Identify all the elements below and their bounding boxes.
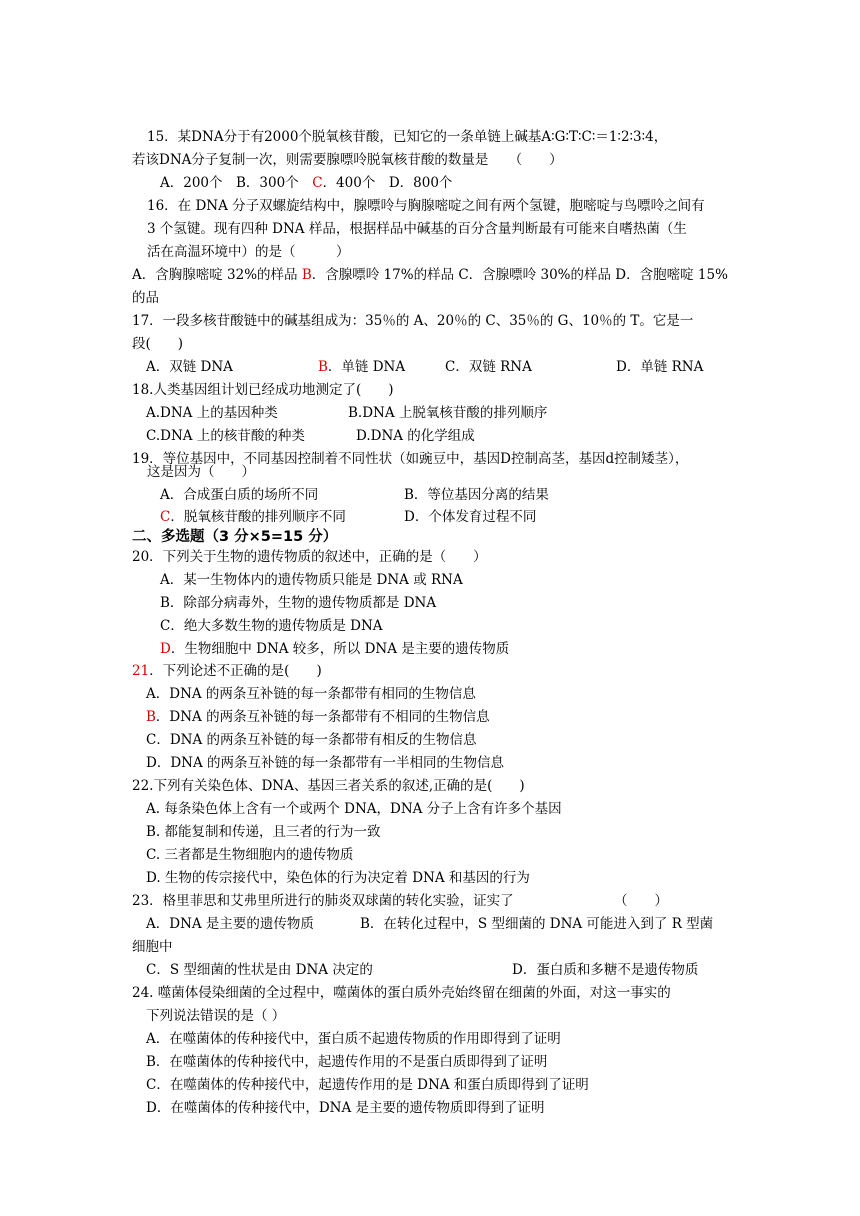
q18-option-a: A.DNA 上的基因种类 (146, 405, 278, 421)
q17-option-d: D．单链 RNA (616, 359, 704, 375)
q21-stem-text: ．下列论述不正确的是( ) (149, 663, 322, 679)
q18-stem: 18.人类基因组计划已经成功地测定了( ) (132, 382, 394, 398)
q16-options (132, 266, 728, 284)
q20-option-a: A．某一生物体内的遗传物质只能是 DNA 或 RNA (160, 572, 463, 588)
q19-stem-line2: 这是因为（ ） (147, 464, 255, 480)
q19-option-b: B．等位基因分离的结果 (404, 487, 549, 503)
q24-option-c: C．在噬菌体的传种接代中，起遗传作用的是 DNA 和蛋白质即得到了证明 (146, 1077, 589, 1093)
q16-options-tail: 的品 (132, 290, 159, 306)
q23-answer-bracket: （ ） (614, 893, 668, 909)
q19-option-c-text: ．脱氧核苷酸的排列顺序不同 (170, 509, 346, 525)
q16-stem-line3: 活在高温环境中）的是（ ） (147, 244, 350, 260)
q23-option-b: B．在转化过程中，S 型细菌的 DNA 可能进入到了 R 型菌 (360, 916, 714, 932)
q19-option-d: D．个体发育过程不同 (404, 509, 537, 525)
q18-option-b: B.DNA 上脱氧核苷酸的排列顺序 (348, 405, 548, 421)
q21-number: 21 (132, 663, 150, 679)
q22-option-a: A. 每条染色体上含有一个或两个 DNA，DNA 分子上含有许多个基因 (146, 801, 562, 817)
q21-option-d: D．DNA 的两条互补链的每一条都带有一半相同的生物信息 (146, 755, 504, 771)
q23-option-c: C．S 型细菌的性状是由 DNA 决定的 (146, 962, 373, 978)
q20-answer-marker: D (160, 641, 171, 657)
q15-options (160, 174, 452, 192)
q16-stem-line2: 3 个氢键。现有四种 DNA 样品，根据样品中碱基的百分含量判断最有可能来自嗜热菌（生 (147, 221, 687, 237)
q20-option-b: B．除部分病毒外，生物的遗传物质都是 DNA (160, 595, 437, 611)
q24-option-a: A．在噬菌体的传种接代中，蛋白质不起遗传物质的作用即得到了证明 (146, 1031, 561, 1047)
q16-answer-marker: B (301, 267, 312, 283)
q19-option-a: A．合成蛋白质的场所不同 (160, 487, 319, 503)
q17-answer-marker: B (318, 359, 328, 375)
q20-option-d-text: ．生物细胞中 DNA 较多，所以 DNA 是主要的遗传物质 (170, 641, 510, 657)
q17-option-b-text: ．单链 DNA (327, 359, 406, 375)
q21-answer-marker: B (146, 709, 156, 725)
q24-stem-line1: 24. 噬菌体侵染细菌的全过程中，噬菌体的蛋白质外壳始终留在细菌的外面，对这一事实的 (132, 985, 671, 1001)
q23-stem: 23．格里菲思和艾弗里所进行的肺炎双球菌的转化实验，证实了 (132, 893, 514, 909)
q22-option-d: D. 生物的传宗接代中，染色体的行为决定着 DNA 和基因的行为 (146, 870, 530, 886)
q15-stem-line2: 若该DNA分子复制一次，则需要腺嘌呤脱氧核苷酸的数量是 （ ） (132, 152, 563, 168)
q20-option-c: C．绝大多数生物的遗传物质是 DNA (160, 618, 383, 634)
q15-stem-line1: 15．某DNA分于有2000个脱氧核苷酸，已知它的一条单链上碱基A∶G∶T∶C∶＝1∶2∶3∶4， (147, 129, 668, 145)
q18-option-c: C.DNA 上的核苷酸的种类 (146, 428, 305, 444)
q23-option-a: A．DNA 是主要的遗传物质 (146, 916, 314, 932)
q19-stem-line1: 19．等位基因中，不同基因控制着不同性状（如豌豆中，基因D控制高茎，基因d控制矮茎）， (132, 451, 689, 467)
q18-option-d: D.DNA 的化学组成 (356, 428, 475, 444)
q21-option-a: A．DNA 的两条互补链的每一条都带有相同的生物信息 (146, 686, 476, 702)
q15-answer-marker: C (312, 175, 323, 191)
q16-option-a: A．含胸腺嘧啶 32%的样品 (132, 267, 302, 283)
q21-option-c: C．DNA 的两条互补链的每一条都带有相反的生物信息 (146, 732, 477, 748)
section-heading: 二、多选题（3 分×5=15 分） (132, 529, 338, 545)
q23-option-d: D．蛋白质和多糖不是遗传物质 (512, 962, 699, 978)
q16-stem-line1: 16．在 DNA 分子双螺旋结构中，腺嘌呤与胸腺嘧啶之间有两个氢键，胞嘧啶与鸟嘌呤之间有 (147, 198, 705, 214)
q21-option-b (146, 708, 490, 726)
q15-options-cd: ．400个 D．800个 (322, 175, 453, 191)
q17-option-a: A．双链 DNA (146, 359, 233, 375)
q24-option-b: B．在噬菌体的传种接代中，起遗传作用的不是蛋白质即得到了证明 (146, 1054, 548, 1070)
q16-options-bcd: ．含腺嘌呤 17%的样品 C．含腺嘌呤 30%的样品 D．含胞嘧啶 15% (311, 267, 728, 283)
q19-answer-marker: C (160, 509, 171, 525)
q15-options-ab: A．200个 B．300个 (160, 175, 313, 191)
q22-stem: 22.下列有关染色体、DNA、基因三者关系的叙述,正确的是( ) (132, 778, 525, 794)
q17-stem-line1: 17．一段多核苷酸链中的碱基组成为：35％的 A、20％的 C、35％的 G、10％的 T。它是一 (132, 313, 694, 329)
q21-stem (132, 662, 322, 680)
q17-option-c: C．双链 RNA (445, 359, 532, 375)
q20-stem: 20．下列关于生物的遗传物质的叙述中，正确的是（ ） (132, 549, 487, 565)
q24-stem-line2: 下列说法错误的是（ ） (146, 1008, 286, 1024)
q17-stem-line2: 段( ) (132, 336, 184, 352)
q21-option-b-text: ．DNA 的两条互补链的每一条都带有不相同的生物信息 (155, 709, 490, 725)
q20-option-d (160, 640, 509, 658)
q24-option-d: D．在噬菌体的传种接代中，DNA 是主要的遗传物质即得到了证明 (146, 1100, 545, 1116)
q22-option-c: C. 三者都是生物细胞内的遗传物质 (146, 847, 354, 863)
q19-option-c (160, 508, 346, 526)
q17-option-b (318, 358, 405, 376)
q22-option-b: B. 都能复制和传递，且三者的行为一致 (146, 824, 381, 840)
q23-option-b-tail: 细胞中 (132, 939, 173, 955)
